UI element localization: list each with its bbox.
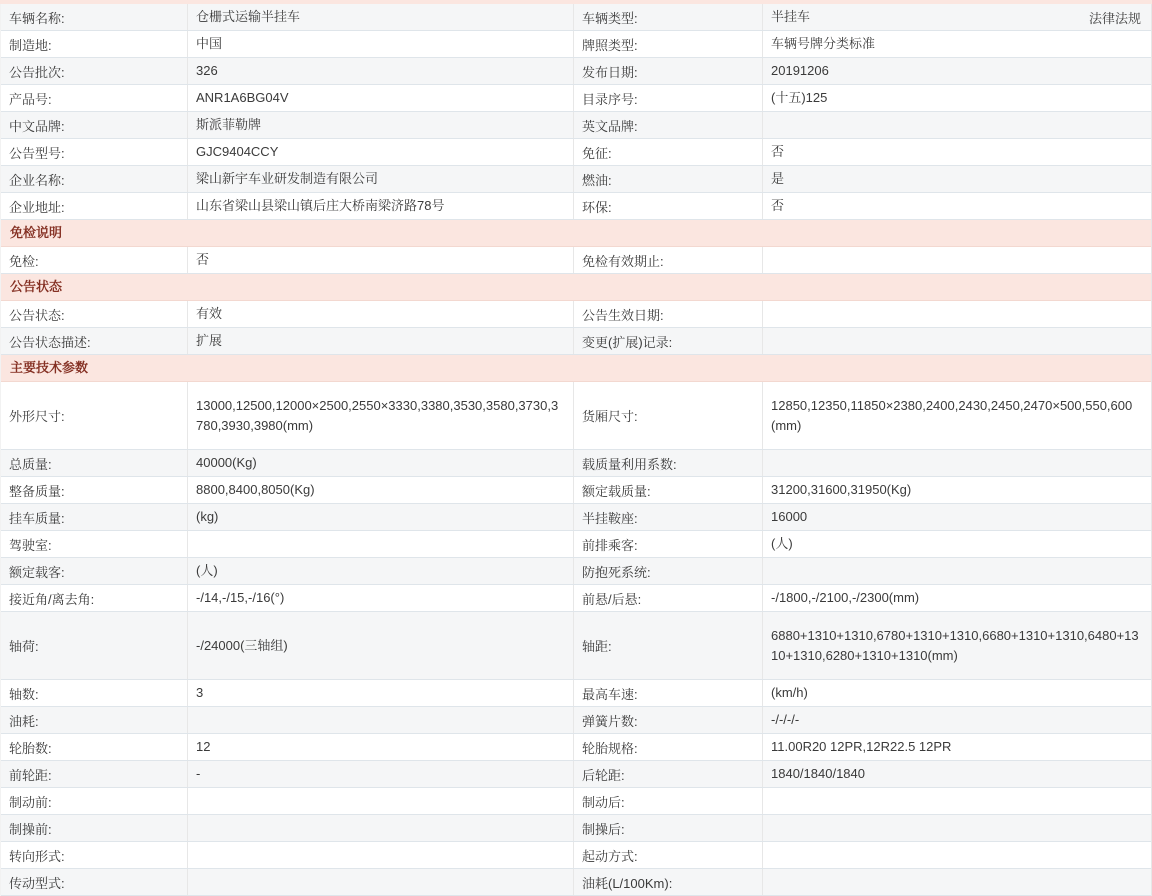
field-label: 油耗: bbox=[9, 713, 39, 729]
field-label: 制操前: bbox=[9, 821, 52, 837]
field-value: -/1800,-/2100,-/2300(mm) bbox=[771, 590, 920, 605]
field-value-cell bbox=[188, 558, 574, 584]
field-value: 否 bbox=[771, 198, 785, 213]
field-label-cell bbox=[574, 112, 763, 138]
table-row bbox=[1, 788, 1151, 815]
field-label-cell bbox=[574, 85, 763, 111]
field-label: 发布日期: bbox=[582, 64, 638, 80]
field-label-cell bbox=[574, 612, 763, 679]
field-value-cell bbox=[763, 450, 1151, 476]
field-label: 弹簧片数: bbox=[582, 713, 638, 729]
field-value: 11.00R20 12PR,12R22.5 12PR bbox=[771, 739, 952, 754]
table-row bbox=[1, 680, 1151, 707]
field-label: 中文品牌: bbox=[9, 118, 65, 134]
table-row bbox=[1, 734, 1151, 761]
field-label-cell bbox=[1, 504, 188, 530]
field-value-cell bbox=[188, 247, 574, 273]
field-label: 最高车速: bbox=[582, 686, 638, 702]
table-row bbox=[1, 31, 1151, 58]
field-value-cell bbox=[188, 734, 574, 760]
field-label: 免检有效期止: bbox=[582, 253, 664, 269]
field-label-cell bbox=[1, 58, 188, 84]
field-label: 总质量: bbox=[9, 456, 52, 472]
field-label: 前悬/后悬: bbox=[582, 591, 642, 607]
field-label-cell bbox=[1, 761, 188, 787]
table-row bbox=[1, 85, 1151, 112]
value-with-link bbox=[771, 7, 1143, 27]
field-label-cell bbox=[1, 788, 188, 814]
table-row bbox=[1, 4, 1151, 31]
field-label: 后轮距: bbox=[582, 767, 625, 783]
field-label-cell bbox=[1, 734, 188, 760]
field-label-cell bbox=[574, 504, 763, 530]
field-value-cell bbox=[188, 585, 574, 611]
field-label: 目录序号: bbox=[582, 91, 638, 107]
field-label: 传动型式: bbox=[9, 875, 65, 891]
field-label-cell bbox=[1, 815, 188, 841]
field-value: 326 bbox=[196, 63, 218, 78]
field-label-cell bbox=[574, 58, 763, 84]
field-value-cell bbox=[188, 382, 574, 449]
field-label: 驾驶室: bbox=[9, 537, 52, 553]
field-value: 13000,12500,12000×2500,2550×3330,3380,3530,3580,3730,3780,3930,3980(mm) bbox=[196, 397, 559, 433]
field-label-cell bbox=[574, 585, 763, 611]
field-value-cell bbox=[763, 166, 1151, 192]
field-label-cell bbox=[574, 761, 763, 787]
field-value: 山东省梁山县梁山镇后庄大桥南梁济路78号 bbox=[196, 198, 445, 213]
field-label-cell bbox=[574, 680, 763, 706]
field-value-cell bbox=[763, 680, 1151, 706]
field-value-cell bbox=[763, 869, 1151, 895]
field-label: 轴距: bbox=[582, 639, 612, 654]
field-label: 变更(扩展)记录: bbox=[582, 334, 673, 350]
table-row bbox=[1, 382, 1151, 450]
table-row bbox=[1, 58, 1151, 85]
field-label: 公告状态: bbox=[9, 307, 65, 323]
field-label-cell bbox=[574, 301, 763, 327]
field-value: (人) bbox=[196, 563, 218, 578]
field-value-cell bbox=[188, 504, 574, 530]
field-label: 环保: bbox=[582, 199, 612, 215]
section-header bbox=[1, 220, 1151, 247]
field-label-cell bbox=[574, 31, 763, 57]
field-label-cell bbox=[574, 842, 763, 868]
field-label-cell bbox=[1, 166, 188, 192]
section-title: 公告状态 bbox=[10, 279, 63, 294]
field-label-cell bbox=[574, 734, 763, 760]
field-value-cell bbox=[188, 139, 574, 165]
field-value: 31200,31600,31950(Kg) bbox=[771, 482, 912, 497]
field-value: (人) bbox=[771, 536, 793, 551]
field-label-cell bbox=[1, 382, 188, 449]
field-value-cell bbox=[763, 193, 1151, 219]
field-label: 额定载客: bbox=[9, 564, 65, 580]
field-value: 8800,8400,8050(Kg) bbox=[196, 482, 315, 497]
field-label-cell bbox=[574, 531, 763, 557]
field-label-cell bbox=[1, 531, 188, 557]
field-value-cell bbox=[763, 707, 1151, 733]
field-label-cell bbox=[574, 815, 763, 841]
field-label: 整备质量: bbox=[9, 483, 65, 499]
field-label-cell bbox=[1, 112, 188, 138]
field-value: 16000 bbox=[771, 509, 808, 524]
field-label: 牌照类型: bbox=[582, 37, 638, 53]
field-label-cell bbox=[574, 247, 763, 273]
table-row bbox=[1, 193, 1151, 220]
table-row bbox=[1, 842, 1151, 869]
field-label-cell bbox=[574, 193, 763, 219]
field-label: 前排乘客: bbox=[582, 537, 638, 553]
field-label: 载质量利用系数: bbox=[582, 456, 677, 472]
table-row bbox=[1, 301, 1151, 328]
table-row bbox=[1, 815, 1151, 842]
table-row bbox=[1, 450, 1151, 477]
field-label-cell bbox=[1, 193, 188, 219]
table-row bbox=[1, 531, 1151, 558]
field-value-cell bbox=[763, 4, 1151, 30]
field-label: 防抱死系统: bbox=[582, 564, 651, 580]
field-label: 挂车质量: bbox=[9, 510, 65, 526]
field-value-cell bbox=[188, 531, 574, 557]
field-label-cell bbox=[574, 450, 763, 476]
field-label: 产品号: bbox=[9, 91, 52, 107]
field-value-cell bbox=[188, 193, 574, 219]
field-value-cell bbox=[188, 85, 574, 111]
field-label: 制操后: bbox=[582, 821, 625, 837]
field-value-cell bbox=[188, 301, 574, 327]
field-label-cell bbox=[1, 612, 188, 679]
field-label-cell bbox=[1, 842, 188, 868]
field-label: 接近角/离去角: bbox=[9, 591, 95, 607]
field-label: 外形尺寸: bbox=[9, 409, 65, 424]
field-label-cell bbox=[1, 301, 188, 327]
field-label-cell bbox=[1, 477, 188, 503]
field-value-cell bbox=[763, 558, 1151, 584]
vehicle-spec-table bbox=[0, 4, 1152, 896]
section-header bbox=[1, 355, 1151, 382]
field-label-cell bbox=[1, 85, 188, 111]
field-label-cell bbox=[574, 869, 763, 895]
field-value-cell bbox=[188, 612, 574, 679]
field-value-cell bbox=[763, 31, 1151, 57]
field-label-cell bbox=[574, 139, 763, 165]
field-value: 否 bbox=[771, 144, 785, 159]
field-label: 油耗(L/100Km): bbox=[582, 875, 673, 891]
field-label: 企业地址: bbox=[9, 199, 65, 215]
field-value-cell bbox=[188, 112, 574, 138]
field-value-cell bbox=[763, 58, 1151, 84]
field-label: 英文品牌: bbox=[582, 118, 638, 134]
field-label: 公告生效日期: bbox=[582, 307, 664, 323]
field-value-cell bbox=[188, 58, 574, 84]
field-value-cell bbox=[188, 477, 574, 503]
field-value: (十五)125 bbox=[771, 90, 828, 105]
field-value-cell bbox=[188, 450, 574, 476]
field-label: 免检: bbox=[9, 253, 39, 269]
field-label: 起动方式: bbox=[582, 848, 638, 864]
field-value-cell bbox=[188, 707, 574, 733]
table-row bbox=[1, 869, 1151, 896]
field-value-cell bbox=[188, 31, 574, 57]
field-label-cell bbox=[574, 328, 763, 354]
field-value: 扩展 bbox=[196, 333, 223, 348]
field-value: 车辆号牌分类标准 bbox=[771, 36, 876, 51]
field-value-cell bbox=[763, 139, 1151, 165]
field-value-cell bbox=[763, 788, 1151, 814]
field-label-cell bbox=[574, 477, 763, 503]
field-value-cell bbox=[763, 761, 1151, 787]
field-value-cell bbox=[763, 85, 1151, 111]
field-label-cell bbox=[574, 166, 763, 192]
field-value-cell bbox=[188, 761, 574, 787]
field-label: 轴数: bbox=[9, 686, 39, 702]
table-row bbox=[1, 761, 1151, 788]
field-value-cell bbox=[188, 869, 574, 895]
field-value-cell bbox=[188, 4, 574, 30]
field-value-cell bbox=[188, 788, 574, 814]
field-value-cell bbox=[188, 328, 574, 354]
table-row bbox=[1, 112, 1151, 139]
field-value: 是 bbox=[771, 171, 785, 186]
field-value: -/14,-/15,-/16(°) bbox=[196, 590, 285, 605]
section-title: 免检说明 bbox=[10, 225, 63, 240]
field-label: 公告型号: bbox=[9, 145, 65, 161]
field-value: - bbox=[196, 766, 201, 781]
field-label: 制动前: bbox=[9, 794, 52, 810]
field-label-cell bbox=[1, 450, 188, 476]
field-value: 12 bbox=[196, 739, 211, 754]
field-value-cell bbox=[763, 328, 1151, 354]
field-value-cell bbox=[763, 585, 1151, 611]
field-value: 12850,12350,11850×2380,2400,2430,2450,2470×500,550,600(mm) bbox=[771, 397, 1133, 433]
field-label: 前轮距: bbox=[9, 767, 52, 783]
field-value: 中国 bbox=[196, 36, 223, 51]
field-label: 免征: bbox=[582, 145, 612, 161]
field-label-cell bbox=[574, 4, 763, 30]
field-value-cell bbox=[763, 531, 1151, 557]
field-value-cell bbox=[763, 477, 1151, 503]
field-value-cell bbox=[763, 112, 1151, 138]
section-title: 主要技术参数 bbox=[10, 360, 89, 375]
section-header bbox=[1, 274, 1151, 301]
field-label-cell bbox=[1, 139, 188, 165]
field-label-cell bbox=[1, 328, 188, 354]
field-label-cell bbox=[574, 788, 763, 814]
field-value: 40000(Kg) bbox=[196, 455, 257, 470]
field-value-cell bbox=[763, 815, 1151, 841]
field-label: 半挂鞍座: bbox=[582, 510, 638, 526]
field-value-cell bbox=[188, 166, 574, 192]
field-label: 轴荷: bbox=[9, 639, 39, 654]
field-label-cell bbox=[1, 247, 188, 273]
field-value: 20191206 bbox=[771, 63, 829, 78]
field-value: (km/h) bbox=[771, 685, 808, 700]
field-value: (kg) bbox=[196, 509, 219, 524]
field-value: 1840/1840/1840 bbox=[771, 766, 865, 781]
field-label: 额定载质量: bbox=[582, 483, 651, 499]
field-label: 货厢尺寸: bbox=[582, 409, 638, 424]
field-value: 3 bbox=[196, 685, 204, 700]
field-value-cell bbox=[188, 680, 574, 706]
field-value-cell bbox=[763, 612, 1151, 679]
field-value: 半挂车 bbox=[771, 9, 811, 24]
table-row bbox=[1, 612, 1151, 680]
field-label-cell bbox=[1, 707, 188, 733]
table-row bbox=[1, 585, 1151, 612]
field-label: 制动后: bbox=[582, 794, 625, 810]
field-value-cell bbox=[763, 247, 1151, 273]
field-value: GJC9404CCY bbox=[196, 144, 279, 159]
field-label-cell bbox=[1, 558, 188, 584]
field-value-cell bbox=[763, 301, 1151, 327]
legal-regulations-link[interactable]: 法律法规 bbox=[1088, 10, 1141, 26]
table-row bbox=[1, 504, 1151, 531]
field-value: 6880+1310+1310,6780+1310+1310,6680+1310+1310,6480+1310+1310,6280+1310+1310(mm) bbox=[771, 627, 1139, 663]
field-value-cell bbox=[763, 504, 1151, 530]
field-label: 公告批次: bbox=[9, 64, 65, 80]
field-label-cell bbox=[1, 869, 188, 895]
field-label: 车辆类型: bbox=[582, 10, 638, 26]
field-label: 燃油: bbox=[582, 172, 612, 188]
field-label: 制造地: bbox=[9, 37, 52, 53]
field-value: ANR1A6BG04V bbox=[196, 90, 289, 105]
field-label-cell bbox=[574, 558, 763, 584]
field-label: 车辆名称: bbox=[9, 10, 65, 26]
field-value: 否 bbox=[196, 252, 210, 267]
field-label-cell bbox=[574, 707, 763, 733]
field-label-cell bbox=[1, 4, 188, 30]
field-value: 有效 bbox=[196, 306, 223, 321]
field-value: 梁山新宇车业研发制造有限公司 bbox=[196, 171, 379, 186]
field-label: 公告状态描述: bbox=[9, 334, 91, 350]
field-label: 企业名称: bbox=[9, 172, 65, 188]
field-value-cell bbox=[188, 842, 574, 868]
field-value: -/24000(三轴组) bbox=[196, 637, 288, 653]
table-row bbox=[1, 477, 1151, 504]
field-value-cell bbox=[188, 815, 574, 841]
table-row bbox=[1, 166, 1151, 193]
field-label: 轮胎规格: bbox=[582, 740, 638, 756]
table-row bbox=[1, 139, 1151, 166]
field-value-cell bbox=[763, 382, 1151, 449]
table-row bbox=[1, 558, 1151, 585]
table-row bbox=[1, 247, 1151, 274]
field-label-cell bbox=[1, 680, 188, 706]
table-row bbox=[1, 707, 1151, 734]
field-label: 轮胎数: bbox=[9, 740, 52, 756]
field-label-cell bbox=[1, 31, 188, 57]
field-value: 斯派菲勒牌 bbox=[196, 117, 262, 132]
field-label-cell bbox=[1, 585, 188, 611]
field-label: 转向形式: bbox=[9, 848, 65, 864]
field-label-cell bbox=[574, 382, 763, 449]
field-value-cell bbox=[763, 734, 1151, 760]
table-row bbox=[1, 328, 1151, 355]
field-value-cell bbox=[763, 842, 1151, 868]
field-value: 仓栅式运输半挂车 bbox=[196, 9, 301, 24]
field-value: -/-/-/- bbox=[771, 712, 800, 727]
